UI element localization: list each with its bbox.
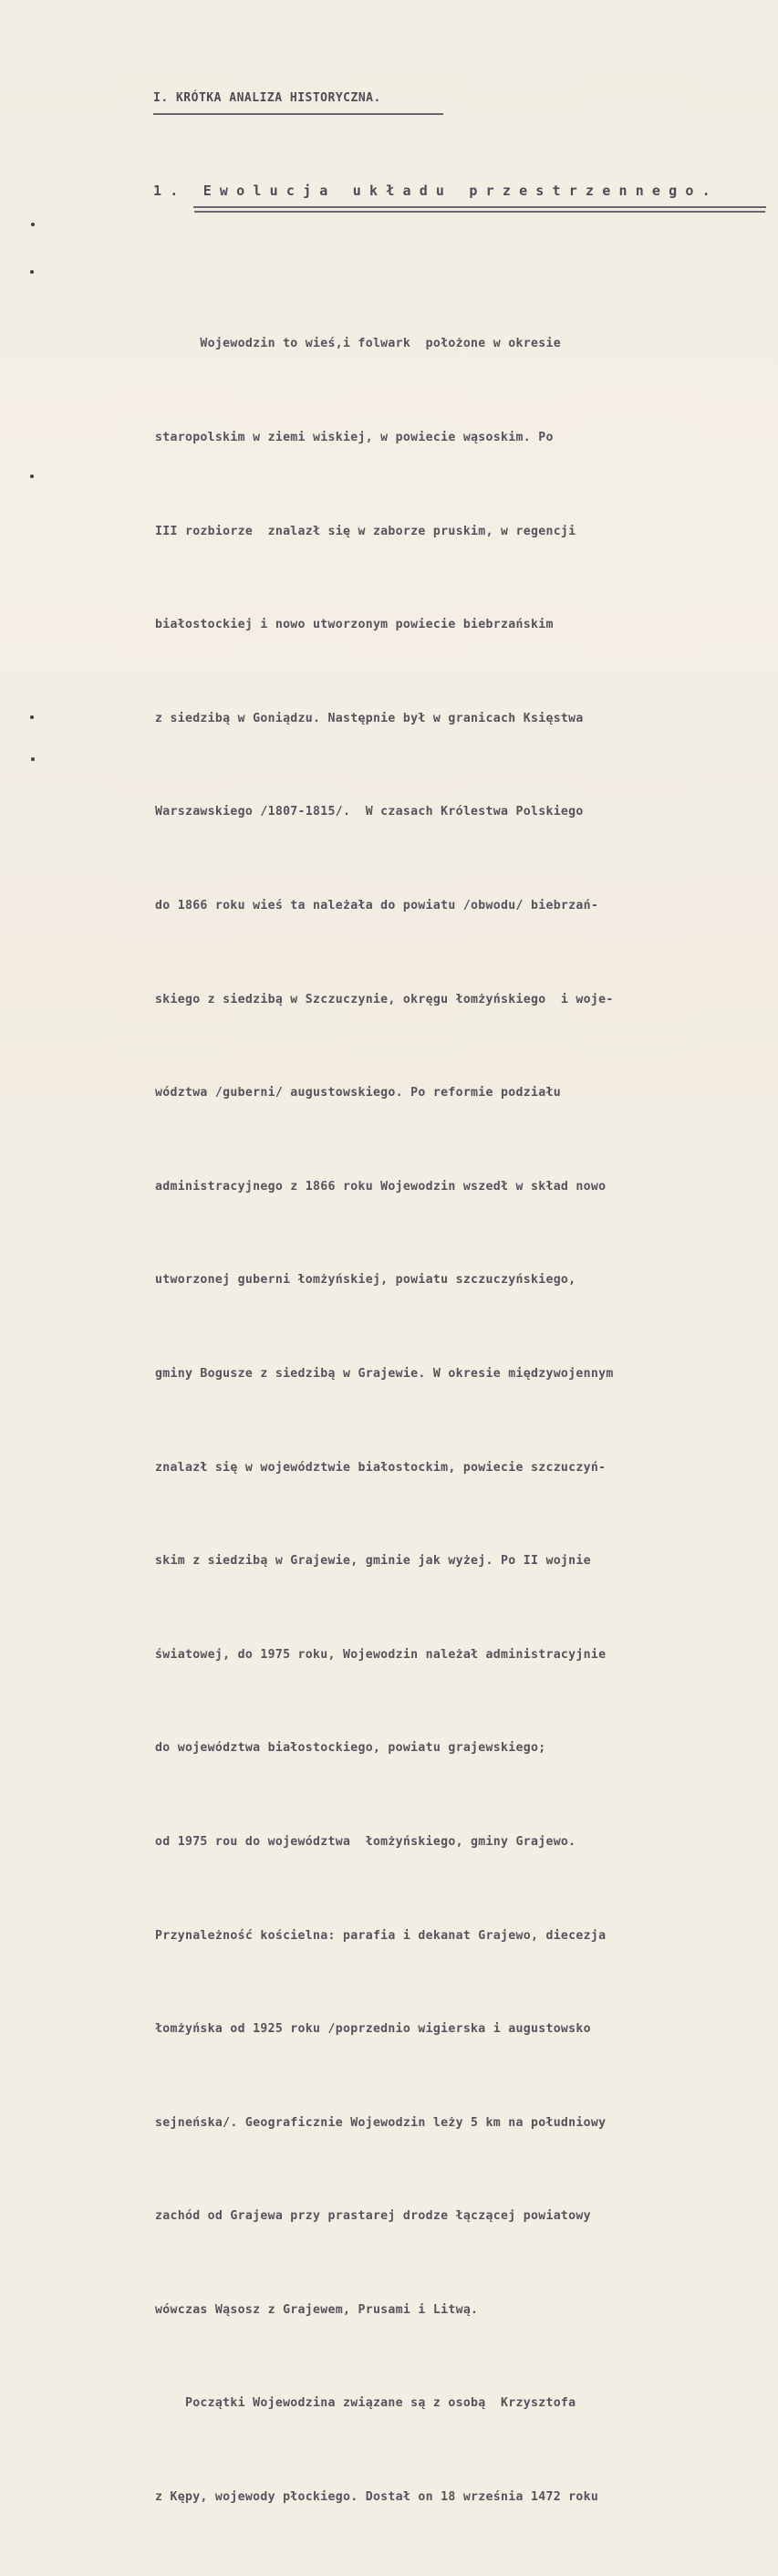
subheading-underline — [193, 206, 766, 208]
text-line: białostockiej i nowo utworzonym powiecie biebrzańskim — [155, 618, 554, 632]
text-line: Początki Wojewodzina związane są z osobą Krzysztofa — [155, 2396, 576, 2411]
text-line: z Kępy, wojewody płockiego. Dostał on 18 września 1472 roku — [155, 2490, 599, 2505]
text-line: z siedzibą w Goniądzu. Następnie był w granicach Księstwa — [155, 711, 584, 725]
text-line: wództwa /guberni/ augustowskiego. Po reformie podziału — [155, 1086, 561, 1100]
margin-mark — [30, 475, 34, 478]
section-heading: I. KRÓTKA ANALIZA HISTORYCZNA. — [153, 91, 381, 105]
margin-mark — [31, 757, 35, 761]
text-line: Warszawskiego /1807-1815/. W czasach Królestwa Polskiego — [155, 805, 584, 819]
margin-mark — [30, 270, 34, 274]
text-line: Wojewodzin to wieś,i folwark położone w okresie — [155, 337, 561, 351]
text-line: administracyjnego z 1866 roku Wojewodzin wszedł w skład nowo — [155, 1179, 607, 1194]
margin-mark — [30, 715, 34, 719]
text-line: łomżyńska od 1925 roku /poprzednio wigierska i augustowsko — [155, 2022, 591, 2037]
text-line: skiego z siedzibą w Szczuczynie, okręgu łomżyńskiego i woje- — [155, 992, 614, 1006]
text-line: skim z siedzibą w Grajewie, gminie jak wyżej. Po II wojnie — [155, 1554, 591, 1569]
margin-mark — [31, 223, 35, 226]
text-line: zachód od Grajewa przy prastarej drodze łączącej powiatowy — [155, 2209, 591, 2224]
text-line: Przynależność kościelna: parafia i dekanat Grajewo, diecezja — [155, 1928, 607, 1943]
text-line: światowej, do 1975 roku, Wojewodzin należał administracyjnie — [155, 1647, 607, 1662]
body-text — [155, 266, 775, 2576]
text-line: gminy Bogusze z siedzibą w Grajewie. W okresie międzywojennym — [155, 1366, 614, 1381]
text-line: III rozbiorze znalazł się w zaborze pruskim, w regencji — [155, 524, 576, 538]
text-line: znalazł się w województwie białostockim, powiecie szczuczyń- — [155, 1460, 607, 1475]
text-line: utworzonej guberni łomżyńskiej, powiatu szczuczyńskiego, — [155, 1273, 576, 1288]
subheading-underline-second — [194, 211, 765, 213]
text-line: sejneńska/. Geograficznie Wojewodzin leży 5 km na południowy — [155, 2115, 607, 2130]
text-line: do województwa białostockiego, powiatu grajewskiego; — [155, 1741, 546, 1756]
heading-underline — [153, 113, 443, 115]
text-line: wówczas Wąsosz z Grajewem, Prusami i Litwą. — [155, 2302, 479, 2317]
text-line: od 1975 rou do województwa łomżyńskiego, gminy Grajewo. — [155, 1834, 576, 1849]
text-line: staropolskim w ziemi wiskiej, w powiecie wąsoskim. Po — [155, 431, 554, 444]
subsection-heading: 1. Ewolucja układu przestrzennego. — [153, 183, 719, 199]
text-line: do 1866 roku wieś ta należała do powiatu /obwodu/ biebrzań- — [155, 898, 599, 913]
